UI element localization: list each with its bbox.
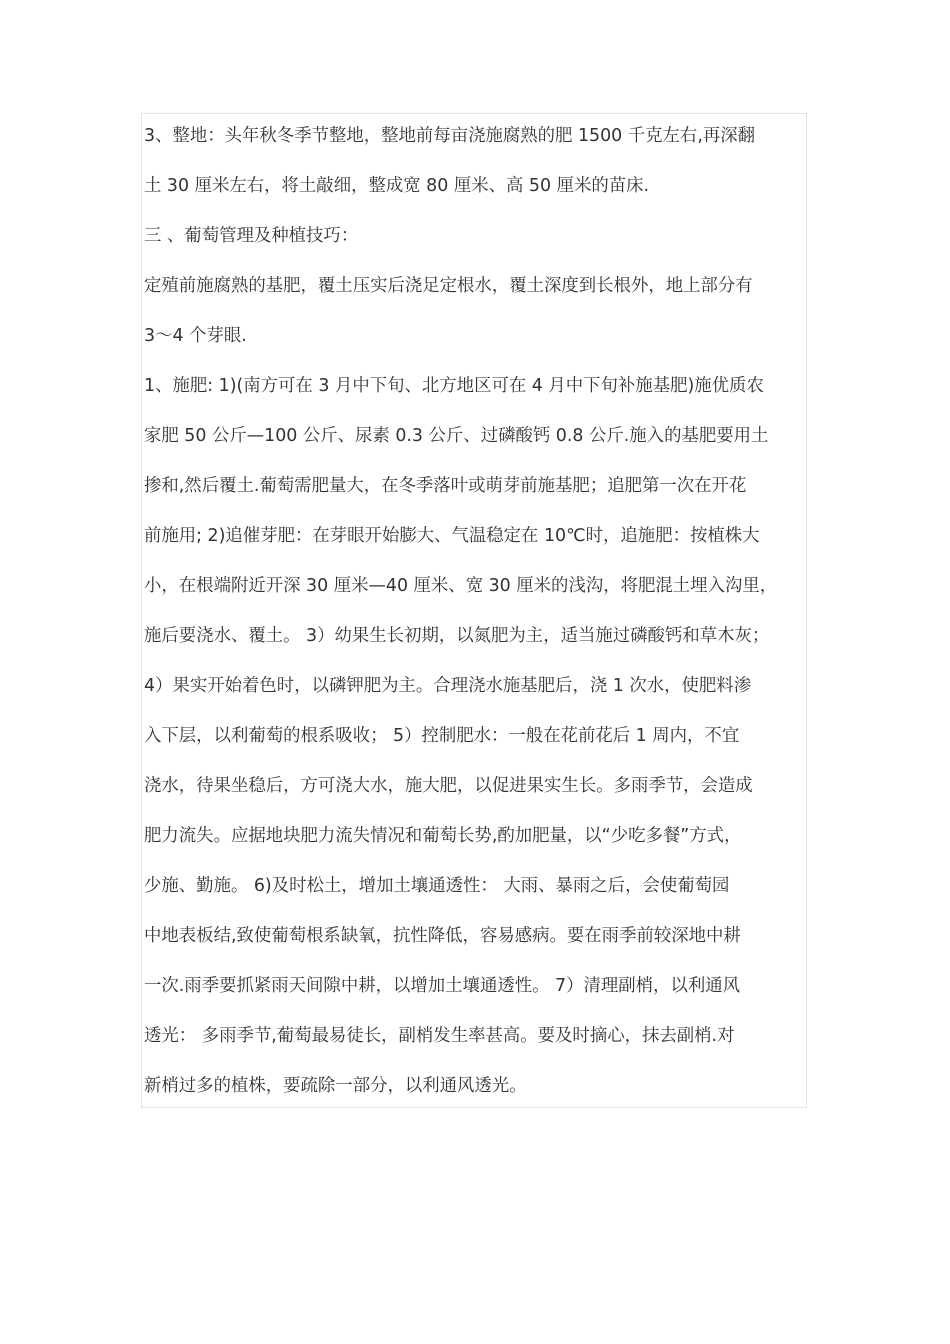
text-line: 少施、勤施。 6)及时松土，增加土壤通透性： 大雨、暴雨之后，会使葡萄园 (144, 876, 730, 896)
content-box (141, 113, 807, 1108)
text-line: 1、施肥: 1)(南方可在 3 月中下旬、北方地区可在 4 月中下旬补施基肥)施优质农 (144, 376, 764, 396)
section-heading: 三 、葡萄管理及种植技巧： (144, 226, 359, 246)
text-line: 前施用; 2)追催芽肥：在芽眼开始膨大、气温稳定在 10℃时，追施肥：按植株大 (144, 526, 760, 546)
text-line: 4）果实开始着色时，以磷钾肥为主。合理浇水施基肥后，浇 1 次水，使肥料渗 (144, 676, 752, 696)
text-line: 掺和,然后覆土.葡萄需肥量大，在冬季落叶或萌芽前施基肥；追肥第一次在开花 (144, 476, 747, 496)
text-line: 3、整地：头年秋冬季节整地，整地前每亩浇施腐熟的肥 1500 千克左右,再深翻 (144, 126, 756, 146)
text-line: 家肥 50 公斤—100 公斤、尿素 0.3 公斤、过磷酸钙 0.8 公斤.施入的基肥要用土 (144, 426, 769, 446)
text-line: 定殖前施腐熟的基肥，覆土压实后浇足定根水，覆土深度到长根外，地上部分有 (144, 276, 753, 296)
text-line: 施后要浇水、覆土。 3）幼果生长初期，以氮肥为主，适当施过磷酸钙和草木灰； (144, 626, 770, 646)
text-line: 透光： 多雨季节,葡萄最易徒长，副梢发生率甚高。要及时摘心，抹去副梢.对 (144, 1026, 735, 1046)
text-line: 中地表板结,致使葡萄根系缺氧，抗性降低，容易感病。要在雨季前较深地中耕 (144, 926, 741, 946)
text-line: 入下层，以利葡萄的根系吸收； 5）控制肥水：一般在花前花后 1 周内，不宜 (144, 726, 740, 746)
text-line: 浇水，待果坐稳后，方可浇大水，施大肥，以促进果实生长。多雨季节，会造成 (144, 776, 753, 796)
text-line: 一次.雨季要抓紧雨天间隙中耕，以增加土壤通透性。 7）清理副梢，以利通风 (144, 976, 741, 996)
text-line: 土 30 厘米左右，将土敲细，整成宽 80 厘米、高 50 厘米的苗床. (144, 176, 650, 196)
text-line: 新梢过多的植株，要疏除一部分，以利通风透光。 (144, 1076, 527, 1096)
text-line: 小，在根端附近开深 30 厘米—40 厘米、宽 30 厘米的浅沟，将肥混土埋入沟里， (144, 576, 778, 596)
text-line: 3～4 个芽眼. (144, 326, 247, 346)
text-line: 肥力流失。应据地块肥力流失情况和葡萄长势,酌加肥量，以“少吃多餐”方式， (144, 826, 742, 846)
